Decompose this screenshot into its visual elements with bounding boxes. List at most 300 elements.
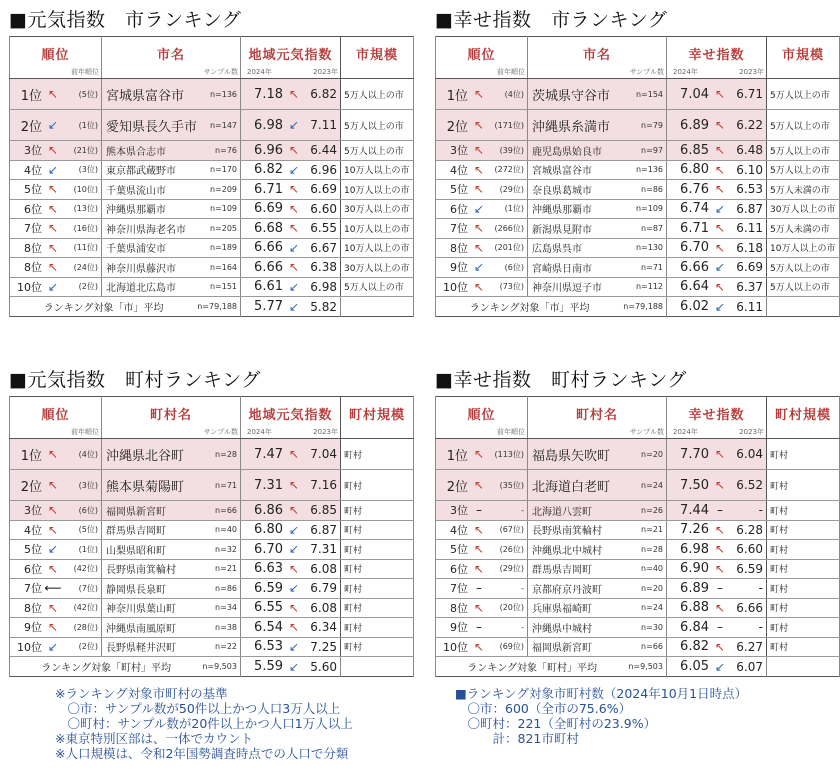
prev-rank-value: (67位) xyxy=(499,525,524,535)
prev-rank-value: (69位) xyxy=(499,642,524,652)
rank-cell xyxy=(436,277,528,297)
sample-size-value: n=79 xyxy=(641,120,663,130)
average-index-cell xyxy=(241,657,341,677)
name-cell xyxy=(528,258,667,278)
prev-rank-value: (5位) xyxy=(78,89,98,99)
arrow-up-left-icon: ↖ xyxy=(714,478,726,492)
genki-town-ranking-panel xyxy=(9,368,413,677)
ranking-table xyxy=(435,396,840,677)
index-2023-value: 6.18 xyxy=(736,240,763,255)
rank-value: 5位 xyxy=(450,543,468,557)
table-header-row xyxy=(10,37,414,79)
index-cell xyxy=(241,238,341,258)
index-2023-value: 6.69 xyxy=(736,260,763,275)
rank-cell xyxy=(10,470,102,501)
arrow-up-left-icon: ↖ xyxy=(288,561,300,576)
size-cell xyxy=(341,618,414,638)
table-row xyxy=(436,598,840,618)
index-2023-value: 6.60 xyxy=(310,201,337,216)
happiness-city-ranking-panel xyxy=(435,8,839,317)
index-2024-value: 6.66 xyxy=(254,240,283,256)
average-label-cell xyxy=(10,657,241,677)
index-column-header: 幸せ指数 2024年 2023年 xyxy=(667,397,767,439)
size-cell xyxy=(767,637,840,657)
arrow-up-left-icon: ↖ xyxy=(473,561,485,576)
prev-rank-value: (11位) xyxy=(73,243,98,253)
arrow-up-left-icon: ↖ xyxy=(47,447,59,461)
index-cell xyxy=(241,540,341,560)
panel-title: ■幸せ指数 町村ランキング xyxy=(435,369,687,391)
index-2023-value: 6.08 xyxy=(310,600,337,615)
index-cell xyxy=(667,258,767,278)
arrow-down-left-icon: ↙ xyxy=(714,260,726,275)
population-size-value: 30万人以上の市 xyxy=(344,205,410,216)
arrow-up-left-icon: ↖ xyxy=(288,221,300,236)
size-cell xyxy=(767,258,840,278)
population-size-value: 町村 xyxy=(344,565,363,576)
arrow-down-left-icon: ↙ xyxy=(288,581,300,596)
arrow-up-left-icon: ↖ xyxy=(288,143,300,158)
rank-column-header: 順位 前年順位 xyxy=(10,397,102,439)
index-2023-value: 7.16 xyxy=(310,478,337,492)
municipality-name: 熊本県合志市 xyxy=(106,146,166,158)
arrow-up-left-icon: ↖ xyxy=(288,447,300,461)
index-2024-value: 6.64 xyxy=(680,279,709,295)
prev-rank-value: (29位) xyxy=(499,184,524,194)
note-line: ※人口規模は、令和2年国勢調査時点での人口で分類 xyxy=(55,746,349,761)
municipality-name: 長野県南箕輪村 xyxy=(106,565,176,577)
name-cell xyxy=(528,501,667,521)
size-cell xyxy=(767,501,840,521)
year-2024-subheader: 2024年 xyxy=(673,68,698,76)
table-row xyxy=(10,470,414,501)
table-row xyxy=(436,540,840,560)
name-cell xyxy=(528,277,667,297)
arrow-up-left-icon: ↖ xyxy=(473,87,485,101)
rank-cell xyxy=(436,79,528,110)
sample-size-value: n=97 xyxy=(641,145,663,155)
table-row xyxy=(436,110,840,141)
index-2023-value: 7.04 xyxy=(310,447,337,461)
index-column-header: 幸せ指数 2024年 2023年 xyxy=(667,37,767,79)
rank-cell xyxy=(10,501,102,521)
arrow-up-left-icon: ↖ xyxy=(714,522,726,537)
size-cell xyxy=(767,559,840,579)
municipality-name: 沖縄県那覇市 xyxy=(532,205,592,217)
sample-size-value: n=136 xyxy=(209,89,237,99)
average-index-cell xyxy=(241,297,341,317)
rank-value: 2位 xyxy=(20,119,42,135)
size-cell xyxy=(341,439,414,470)
rank-value: 4位 xyxy=(24,163,42,177)
average-2024-value: 6.05 xyxy=(680,659,709,674)
prev-rank-value: (171位) xyxy=(494,120,524,130)
size-cell xyxy=(767,579,840,599)
average-label: ランキング対象「町村」平均 xyxy=(467,663,597,674)
index-2024-value: 6.89 xyxy=(680,117,709,133)
population-size-value: 5万人以上の市 xyxy=(770,121,830,132)
prev-rank-subheader: 前年順位 xyxy=(71,68,99,76)
table-row xyxy=(436,501,840,521)
year-2024-subheader: 2024年 xyxy=(247,68,272,76)
sample-size-value: n=21 xyxy=(641,525,663,535)
index-2023-value: 6.82 xyxy=(310,87,337,101)
prev-rank-value: (20位) xyxy=(499,603,524,613)
table-row xyxy=(436,618,840,638)
rank-value: 8位 xyxy=(24,261,42,275)
sample-size-value: n=130 xyxy=(635,243,663,253)
index-2023-value: 6.67 xyxy=(310,240,337,255)
size-cell xyxy=(341,520,414,540)
rank-cell xyxy=(10,559,102,579)
sample-size-value: n=40 xyxy=(641,564,663,574)
municipality-name: 愛知県長久手市 xyxy=(106,119,198,135)
table-row xyxy=(436,520,840,540)
municipality-name: 宮城県富谷市 xyxy=(106,88,185,104)
arrow-up-left-icon: ↖ xyxy=(473,542,485,557)
index-2024-value: 6.82 xyxy=(254,162,283,178)
index-2023-value: 6.79 xyxy=(310,581,337,596)
index-2023-value: 6.85 xyxy=(310,503,337,518)
municipality-name: 千葉県浦安市 xyxy=(106,244,166,256)
arrow-up-left-icon: ↖ xyxy=(714,87,726,101)
rank-cell xyxy=(10,618,102,638)
table-row xyxy=(436,238,840,258)
population-size-value: 5万人以上の市 xyxy=(344,146,404,157)
size-cell xyxy=(341,501,414,521)
arrow-up-left-icon: ↖ xyxy=(714,279,726,294)
population-size-value: 5万人未満の市 xyxy=(770,224,830,235)
size-cell xyxy=(767,277,840,297)
rank-column-header: 順位 前年順位 xyxy=(436,397,528,439)
sample-size-value: n=151 xyxy=(209,282,237,292)
average-label: ランキング対象「市」平均 xyxy=(469,303,590,314)
index-cell xyxy=(667,637,767,657)
size-cell xyxy=(767,79,840,110)
name-cell xyxy=(102,579,241,599)
index-cell xyxy=(241,579,341,599)
index-cell xyxy=(241,559,341,579)
table-row xyxy=(436,258,840,278)
arrow-up-left-icon: ↖ xyxy=(714,600,726,615)
table-row xyxy=(436,637,840,657)
rank-cell xyxy=(436,598,528,618)
sample-size-value: n=20 xyxy=(641,449,663,459)
panel-title: ■元気指数 町村ランキング xyxy=(9,369,261,391)
name-column-header: 市名 サンプル数 xyxy=(528,37,667,79)
municipality-name: 奈良県葛城市 xyxy=(532,185,592,197)
size-cell xyxy=(341,540,414,560)
prev-rank-value: - xyxy=(521,583,524,593)
population-size-value: 町村 xyxy=(344,584,363,595)
name-cell xyxy=(102,180,241,200)
note-line: 計：821市町村 xyxy=(455,731,579,746)
name-cell xyxy=(102,219,241,239)
sample-size-value: n=66 xyxy=(641,642,663,652)
prev-rank-subheader: 前年順位 xyxy=(497,428,525,436)
name-cell xyxy=(528,439,667,470)
size-column-header: 町村規模 xyxy=(767,397,840,439)
prev-rank-value: (29位) xyxy=(499,564,524,574)
name-cell xyxy=(102,141,241,161)
prev-rank-value: (4位) xyxy=(78,449,98,459)
rank-value: 1位 xyxy=(20,88,42,104)
index-2024-value: 6.70 xyxy=(680,240,709,256)
arrow-up-left-icon: ↖ xyxy=(473,118,485,132)
year-2024-subheader: 2024年 xyxy=(247,428,272,436)
name-cell xyxy=(102,277,241,297)
arrow-up-left-icon: ↖ xyxy=(714,561,726,576)
arrow-up-left-icon: ↖ xyxy=(714,118,726,132)
arrow-up-left-icon: ↖ xyxy=(47,503,59,518)
index-cell xyxy=(667,141,767,161)
ranking-table xyxy=(9,396,414,677)
index-2023-value: 6.11 xyxy=(736,221,763,236)
index-2023-value: 6.34 xyxy=(310,620,337,635)
population-size-value: 30万人以上の市 xyxy=(344,263,410,274)
index-cell xyxy=(667,520,767,540)
index-2024-value: 7.31 xyxy=(254,477,283,493)
index-2024-value: 6.76 xyxy=(680,181,709,197)
rank-cell xyxy=(10,637,102,657)
table-header-row xyxy=(10,397,414,439)
index-cell xyxy=(241,180,341,200)
sample-size-value: n=28 xyxy=(641,544,663,554)
population-size-value: 町村 xyxy=(770,526,789,537)
municipality-name: 鹿児島県姶良市 xyxy=(532,146,602,158)
arrow-up-left-icon: ↖ xyxy=(714,182,726,197)
size-cell xyxy=(341,598,414,618)
arrow-up-left-icon: ↖ xyxy=(288,503,300,518)
municipality-name: 群馬県吉岡町 xyxy=(532,565,592,577)
arrow-down-left-icon: ↙ xyxy=(47,639,59,654)
arrow-up-left-icon: ↖ xyxy=(47,561,59,576)
arrow-up-left-icon: ↖ xyxy=(288,182,300,197)
rank-cell xyxy=(10,180,102,200)
rank-value: 6位 xyxy=(24,202,42,216)
prev-rank-value: (35位) xyxy=(499,480,524,490)
name-cell xyxy=(102,520,241,540)
arrow-down-left-icon: ↙ xyxy=(288,659,300,674)
index-2023-value: 6.52 xyxy=(736,478,763,492)
arrow-up-left-icon: ↖ xyxy=(473,478,485,492)
index-2024-value: 6.63 xyxy=(254,561,283,577)
population-size-value: 町村 xyxy=(770,643,789,654)
population-size-value: 10万人以上の市 xyxy=(344,166,410,177)
table-row xyxy=(436,470,840,501)
note-line: ※ランキング対象市町村の基準 xyxy=(55,686,228,701)
index-2023-value: 7.11 xyxy=(310,118,337,132)
index-2024-value: 7.18 xyxy=(254,86,283,102)
size-cell xyxy=(767,598,840,618)
rank-value: 8位 xyxy=(24,241,42,255)
prev-rank-value: (266位) xyxy=(494,223,524,233)
table-row xyxy=(436,141,840,161)
population-size-value: 町村 xyxy=(344,623,363,634)
prev-rank-value: (4位) xyxy=(504,89,524,99)
index-cell xyxy=(241,520,341,540)
rank-cell xyxy=(436,439,528,470)
index-column-header: 地域元気指数 2024年 2023年 xyxy=(241,397,341,439)
size-cell xyxy=(341,470,414,501)
rank-cell xyxy=(10,160,102,180)
population-size-value: 10万人以上の市 xyxy=(344,244,410,255)
municipality-name: 神奈川県葉山町 xyxy=(106,604,176,616)
size-cell xyxy=(767,520,840,540)
sample-size-value: n=71 xyxy=(215,480,237,490)
ranking-criteria-notes xyxy=(55,686,353,761)
population-size-value: 町村 xyxy=(344,604,363,615)
sample-size-value: n=24 xyxy=(641,480,663,490)
index-cell xyxy=(241,219,341,239)
population-size-value: 30万人以上の市 xyxy=(770,205,836,216)
population-size-value: 5万人以上の市 xyxy=(770,146,830,157)
index-cell xyxy=(241,258,341,278)
table-row xyxy=(10,160,414,180)
municipality-name: 沖縄県北谷町 xyxy=(106,448,185,464)
index-2024-value: 7.47 xyxy=(254,446,283,462)
note-line: 〇町村：221（全町村の23.9%） xyxy=(455,716,657,731)
arrow-down-left-icon: ↙ xyxy=(714,659,726,674)
prev-rank-subheader: 前年順位 xyxy=(497,68,525,76)
index-2023-value: 6.38 xyxy=(310,260,337,275)
municipality-name: 北海道北広島市 xyxy=(106,283,176,295)
rank-value: 9位 xyxy=(24,621,42,635)
population-size-value: 町村 xyxy=(770,604,789,615)
index-2023-value: - xyxy=(758,620,763,635)
index-cell xyxy=(667,559,767,579)
arrow-up-left-icon: ↖ xyxy=(714,162,726,177)
arrow-down-left-icon: ↙ xyxy=(473,201,485,216)
index-2023-value: 6.44 xyxy=(310,143,337,158)
prev-rank-value: (1位) xyxy=(504,204,524,214)
prev-rank-value: (113位) xyxy=(494,449,524,459)
index-2023-value: 6.59 xyxy=(736,561,763,576)
rank-cell xyxy=(436,559,528,579)
prev-rank-value: (26位) xyxy=(499,544,524,554)
sample-size-subheader: サンプル数 xyxy=(629,428,664,436)
name-cell xyxy=(528,579,667,599)
municipality-name: 京都府京丹波町 xyxy=(532,584,602,596)
arrow-up-left-icon: ↖ xyxy=(714,221,726,236)
rank-cell xyxy=(10,219,102,239)
table-row xyxy=(10,598,414,618)
rank-cell xyxy=(10,258,102,278)
population-size-value: 町村 xyxy=(344,506,363,517)
arrow-up-left-icon: ↖ xyxy=(714,639,726,654)
average-label-cell xyxy=(10,297,241,317)
population-size-value: 町村 xyxy=(344,643,363,654)
index-2023-value: 6.87 xyxy=(310,522,337,537)
arrow-up-left-icon: ↖ xyxy=(473,143,485,158)
average-label-cell xyxy=(436,297,667,317)
municipality-name: 千葉県流山市 xyxy=(106,185,166,197)
rank-value: 2位 xyxy=(446,119,468,135)
arrow-up-left-icon: ↖ xyxy=(714,240,726,255)
arrow-down-left-icon: ↙ xyxy=(288,522,300,537)
size-cell xyxy=(767,470,840,501)
sample-size-value: n=40 xyxy=(215,525,237,535)
rank-value: 8位 xyxy=(24,601,42,615)
index-cell xyxy=(241,141,341,161)
index-2024-value: 6.69 xyxy=(254,201,283,217)
size-column-header: 市規模 xyxy=(767,37,840,79)
arrow-up-left-icon: ↖ xyxy=(473,162,485,177)
arrow-down-left-icon: ↙ xyxy=(288,240,300,255)
size-cell xyxy=(341,199,414,219)
rank-cell xyxy=(10,598,102,618)
population-size-value: 町村 xyxy=(770,481,789,492)
index-2024-value: 6.88 xyxy=(680,600,709,616)
arrow-up-left-icon: ↖ xyxy=(473,182,485,197)
index-2023-value: 6.08 xyxy=(310,561,337,576)
name-cell xyxy=(102,470,241,501)
prev-rank-value: (2位) xyxy=(78,282,98,292)
sample-size-value: n=28 xyxy=(215,449,237,459)
name-cell xyxy=(102,559,241,579)
name-cell xyxy=(102,598,241,618)
index-2023-value: 6.71 xyxy=(736,87,763,101)
arrow-down-left-icon: ↙ xyxy=(288,542,300,557)
dash-icon: – xyxy=(476,620,482,635)
arrow-up-left-icon: ↖ xyxy=(47,620,59,635)
dash-icon: – xyxy=(476,581,482,596)
table-row xyxy=(10,110,414,141)
index-cell xyxy=(667,439,767,470)
rank-value: 5位 xyxy=(24,543,42,557)
index-cell xyxy=(241,160,341,180)
index-2024-value: 6.98 xyxy=(254,117,283,133)
population-size-value: 10万人以上の市 xyxy=(770,244,836,255)
rank-cell xyxy=(10,199,102,219)
sample-size-value: n=30 xyxy=(641,622,663,632)
rank-cell xyxy=(10,579,102,599)
name-cell xyxy=(528,199,667,219)
index-2023-value: 6.37 xyxy=(736,279,763,294)
arrow-up-left-icon: ↖ xyxy=(473,522,485,537)
arrow-up-left-icon: ↖ xyxy=(714,542,726,557)
prev-rank-value: (7位) xyxy=(78,583,98,593)
index-2024-value: 6.71 xyxy=(680,220,709,236)
prev-rank-subheader: 前年順位 xyxy=(71,428,99,436)
index-2023-value: 6.48 xyxy=(736,143,763,158)
name-cell xyxy=(528,219,667,239)
arrow-up-left-icon: ↖ xyxy=(473,600,485,615)
sample-size-value: n=112 xyxy=(635,282,663,292)
sample-size-value: n=87 xyxy=(641,223,663,233)
rank-value: 4位 xyxy=(450,523,468,537)
municipality-name: 沖縄県中城村 xyxy=(532,623,592,635)
average-sample-size: n=79,188 xyxy=(197,302,237,311)
prev-rank-value: (201位) xyxy=(494,243,524,253)
rank-value: 9位 xyxy=(450,621,468,635)
index-2024-value: 6.90 xyxy=(680,561,709,577)
name-cell xyxy=(528,110,667,141)
municipality-name: 宮城県富谷市 xyxy=(532,166,592,178)
arrow-up-left-icon: ↖ xyxy=(47,522,59,537)
rank-value: 10位 xyxy=(17,280,42,294)
index-2023-value: 6.22 xyxy=(736,118,763,132)
arrow-up-left-icon: ↖ xyxy=(288,87,300,101)
prev-rank-value: (6位) xyxy=(504,262,524,272)
sample-size-value: n=189 xyxy=(209,243,237,253)
index-2023-value: 6.04 xyxy=(736,447,763,461)
average-2024-value: 6.02 xyxy=(680,299,709,314)
arrow-up-left-icon: ↖ xyxy=(288,620,300,635)
index-2024-value: 6.71 xyxy=(254,181,283,197)
rank-cell xyxy=(436,160,528,180)
size-cell xyxy=(341,160,414,180)
